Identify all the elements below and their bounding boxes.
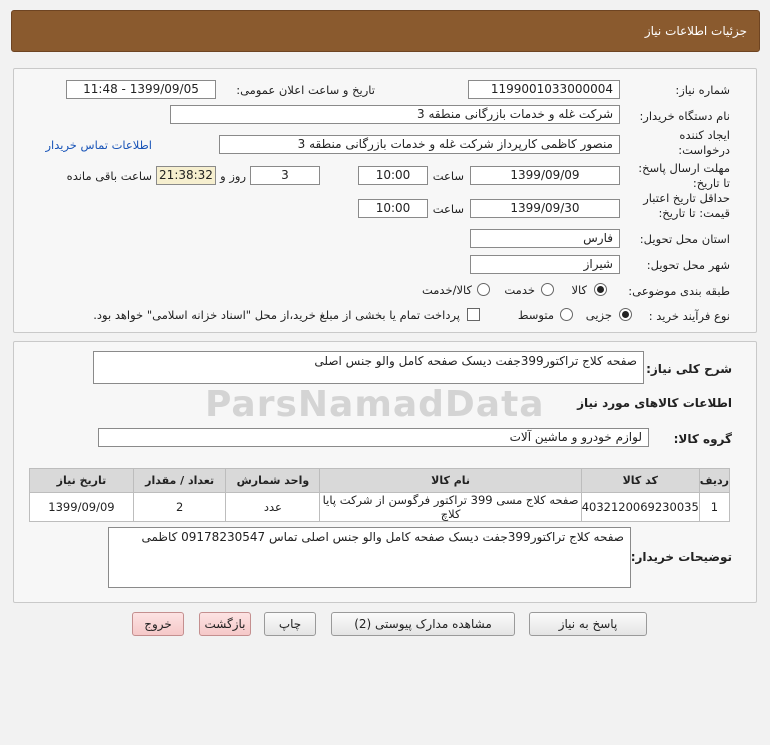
category-radio-service[interactable] (541, 283, 554, 296)
process-option-minor: جزیی (585, 308, 612, 322)
page-header (11, 10, 760, 52)
cell-code: 4032120069230035 (581, 493, 699, 522)
buyer-org-label: نام دستگاه خریدار: (639, 109, 730, 123)
col-unit: واحد شمارش (226, 469, 320, 493)
cell-quantity: 2 (133, 493, 225, 522)
cell-row: 1 (699, 493, 729, 522)
treasury-payment-checkbox[interactable] (467, 308, 480, 321)
table-row (30, 493, 730, 522)
validity-date-field: 1399/09/30 (470, 199, 620, 218)
buyer-notes-label: توضیحات خریدار: (630, 550, 732, 564)
province-field: فارس (470, 229, 620, 248)
cell-unit: عدد (226, 493, 320, 522)
creator-field: منصور کاظمی کارپرداز شرکت غله و خدمات بازرگانی منطقه 3 (219, 135, 620, 154)
cell-need-date: 1399/09/09 (30, 493, 134, 522)
days-label: روز و (220, 169, 246, 183)
treasury-payment-note: پرداخت تمام یا بخشی از مبلغ خرید،از محل "اسناد خزانه اسلامی" خواهد بود. (93, 308, 460, 322)
validity-label: حداقل تاریخ اعتبار قیمت: تا تاریخ: (643, 191, 730, 220)
col-name: نام کالا (320, 469, 581, 493)
goods-group-label: گروه کالا: (673, 432, 732, 446)
reply-button[interactable]: پاسخ به نیاز (529, 612, 647, 636)
view-attachments-button[interactable]: مشاهده مدارک پیوستی (2) (331, 612, 515, 636)
exit-button[interactable]: خروج (132, 612, 184, 636)
goods-section-title: اطلاعات کالاهای مورد نیاز (577, 396, 732, 410)
reply-time-field: 10:00 (358, 166, 428, 185)
process-radio-medium[interactable] (560, 308, 573, 321)
province-label: استان محل تحویل: (639, 232, 730, 246)
col-quantity: تعداد / مقدار (133, 469, 225, 493)
reply-time-label: ساعت (432, 169, 464, 183)
summary-field: صفحه کلاج تراکتور399جفت دیسک صفحه کامل والو جنس اصلی (93, 351, 644, 384)
process-label: نوع فرآیند خرید : (648, 309, 730, 323)
page-title: جزئیات اطلاعات نیاز (644, 24, 747, 38)
watermark-logo: ParsNamadData (205, 384, 545, 425)
city-label: شهر محل تحویل: (646, 258, 730, 272)
process-option-medium: متوسط (517, 308, 554, 322)
announce-label: تاریخ و ساعت اعلان عمومی: (236, 83, 375, 97)
category-option-goods: کالا (571, 283, 587, 297)
process-radio-minor[interactable] (619, 308, 632, 321)
creator-label: ایجاد کننده درخواست: (678, 128, 730, 157)
remaining-label: ساعت باقی مانده (66, 169, 152, 183)
col-row: ردیف (699, 469, 729, 493)
reply-date-field: 1399/09/09 (470, 166, 620, 185)
category-option-goods-service: کالا/خدمت (421, 283, 472, 297)
need-number-field: 1199001033000004 (468, 80, 620, 99)
buyer-org-field: شرکت غله و خدمات بازرگانی منطقه 3 (170, 105, 620, 124)
days-count-field: 3 (250, 166, 320, 185)
reply-deadline-label: مهلت ارسال پاسخ: تا تاریخ: (638, 161, 730, 190)
col-code: کد کالا (581, 469, 699, 493)
validity-time-field: 10:00 (358, 199, 428, 218)
goods-table (29, 468, 730, 522)
category-radio-goods[interactable] (594, 283, 607, 296)
col-need-date: تاریخ نیاز (30, 469, 134, 493)
category-radio-goods-service[interactable] (477, 283, 490, 296)
category-option-service: خدمت (504, 283, 535, 297)
validity-time-label: ساعت (432, 202, 464, 216)
remaining-time-field: 21:38:32 (156, 166, 216, 185)
back-button[interactable]: بازگشت (199, 612, 251, 636)
print-button[interactable]: چاپ (264, 612, 316, 636)
announce-datetime-field: 1399/09/05 - 11:48 (66, 80, 216, 99)
category-label: طبقه بندی موضوعی: (628, 284, 730, 298)
buyer-contact-link[interactable]: اطلاعات تماس خریدار (45, 138, 152, 152)
need-number-label: شماره نیاز: (675, 83, 730, 97)
city-field: شیراز (470, 255, 620, 274)
summary-label: شرح کلی نیاز: (646, 362, 732, 376)
cell-name: صفحه کلاج مسی 399 تراکتور فرگوسن از شرکت پایا کلاچ (320, 493, 581, 522)
buyer-notes-field: صفحه کلاج تراکتور399جفت دیسک صفحه کامل والو جنس اصلی تماس 09178230547 کاظمی (108, 527, 631, 588)
goods-group-field: لوازم خودرو و ماشین آلات (98, 428, 649, 447)
goods-table-header (30, 469, 730, 493)
